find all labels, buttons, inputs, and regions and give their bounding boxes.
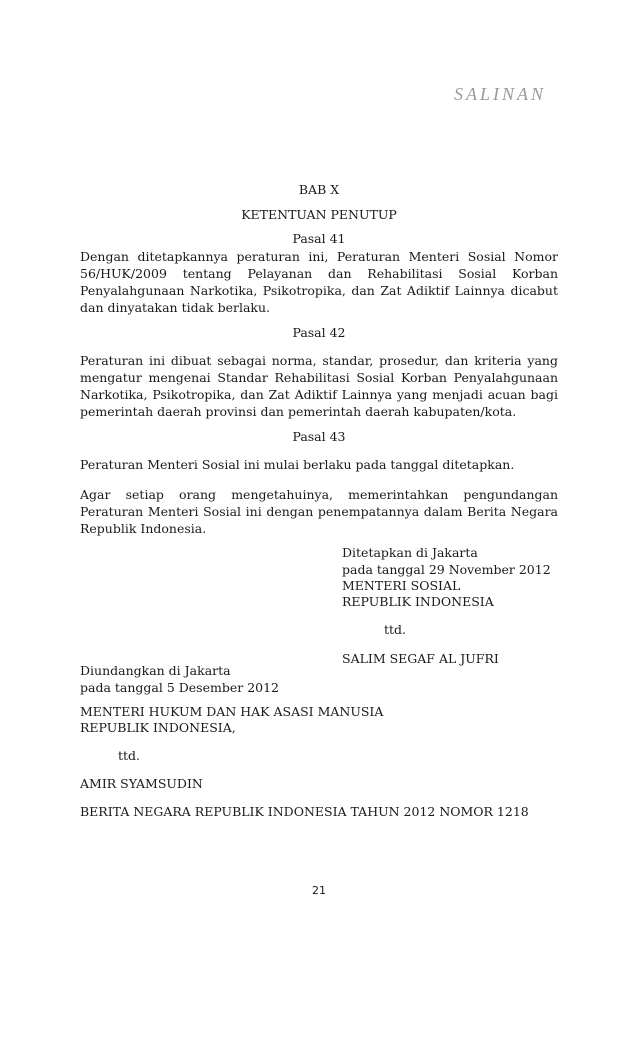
promulgation-date: pada tanggal 5 Desember 2012 [80, 680, 280, 695]
promulgation-place: Diundangkan di Jakarta [80, 663, 231, 678]
chapter-title: KETENTUAN PENUTUP [241, 207, 397, 222]
article-43-text-1: Peraturan Menteri Sosial ini mulai berlaku pada tanggal ditetapkan. [80, 457, 515, 472]
promulgation-name: AMIR SYAMSUDIN [80, 776, 203, 791]
page-number: 21 [312, 884, 326, 897]
enactment-name: SALIM SEGAF AL JUFRI [342, 651, 499, 666]
article-41-text: Dengan ditetapkannya peraturan ini, Peraturan Menteri Sosial Nomor 56/HUK/2009 tentang Pelayanan dan Rehabilitasi Sosial Korban Penyalahgunaan Narkotika, Psikotropika, dan Zat Adiktif Lainnya dicabut dan dinyatakan tidak berlaku. [80, 249, 558, 315]
article-43-text-2: Agar setiap orang mengetahuinya, memerintahkan pengundangan Peraturan Menteri Sosial ini dengan penempatannya dalam Berita Negara Republik Indonesia. [80, 487, 558, 536]
enactment-date: pada tanggal 29 November 2012 [342, 562, 551, 577]
article-43-heading: Pasal 43 [292, 429, 346, 444]
salinan-stamp: SALINAN [453, 84, 546, 104]
promulgation-office-2: REPUBLIK INDONESIA, [80, 720, 236, 735]
article-42-text: Peraturan ini dibuat sebagai norma, standar, prosedur, dan kriteria yang mengatur mengenai Standar Rehabilitasi Sosial Korban Penyalahgunaan Narkotika, Psikotropika, dan Zat Adiktif Lainnya yang menjadi acuan bagi pemerintah daerah provinsi dan pemerintah daerah kabupaten/kota. [80, 353, 558, 419]
chapter-number: BAB X [298, 182, 340, 197]
article-42-heading: Pasal 42 [292, 325, 346, 340]
enactment-signed: ttd. [384, 622, 407, 637]
enactment-office-1: MENTERI SOSIAL [342, 578, 461, 593]
article-41-heading: Pasal 41 [292, 231, 346, 246]
enactment-place: Ditetapkan di Jakarta [342, 545, 478, 560]
enactment-office-2: REPUBLIK INDONESIA [342, 594, 494, 609]
gazette-reference: BERITA NEGARA REPUBLIK INDONESIA TAHUN 2012 NOMOR 1218 [80, 804, 529, 819]
promulgation-office-1: MENTERI HUKUM DAN HAK ASASI MANUSIA [80, 704, 384, 719]
promulgation-signed: ttd. [118, 748, 141, 763]
